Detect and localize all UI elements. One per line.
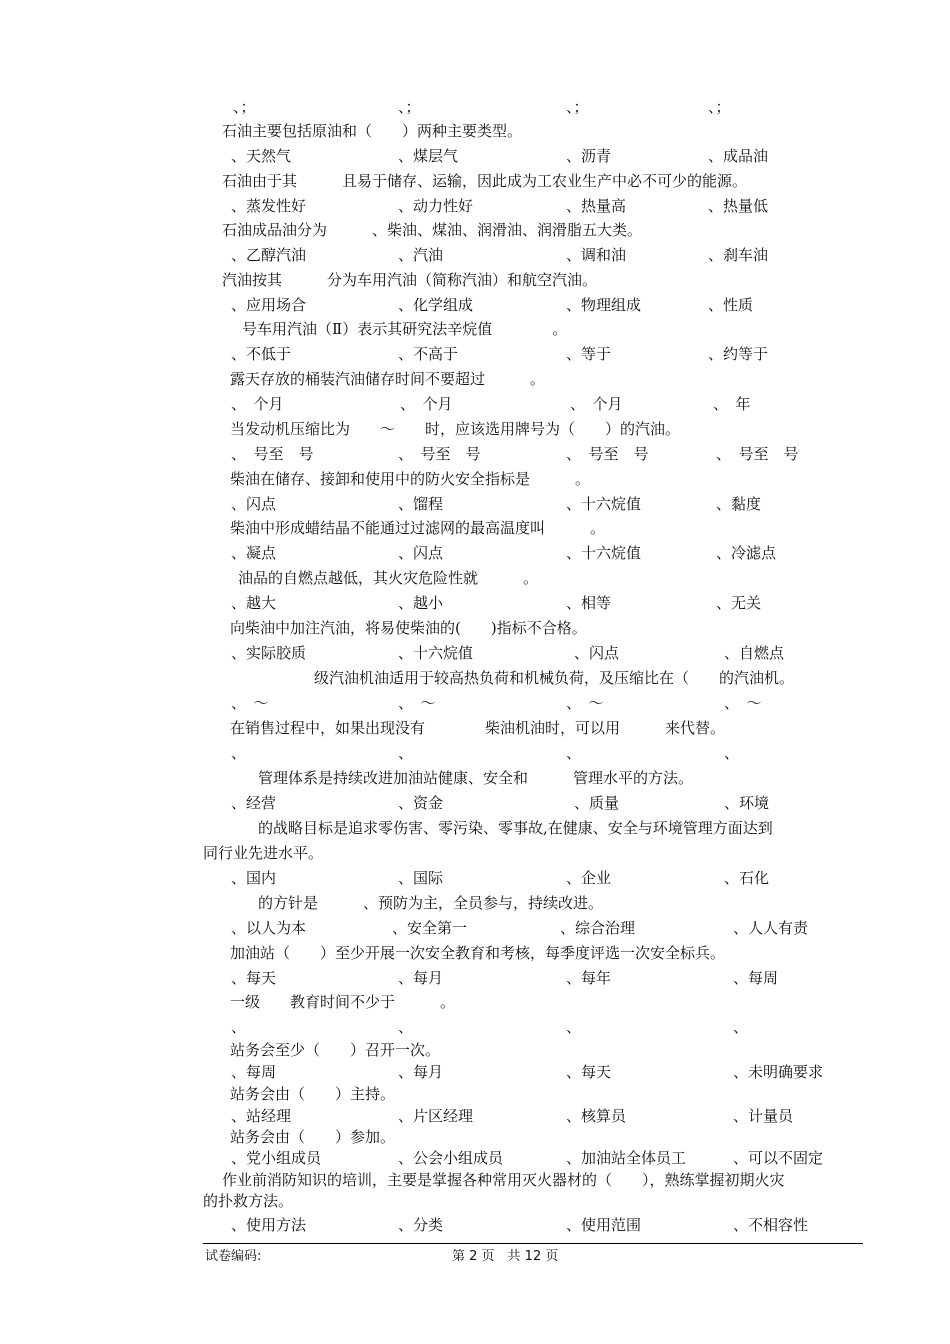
option-d: 、不相容性 xyxy=(733,1216,809,1234)
option-c: 、每天 xyxy=(566,1063,612,1081)
option-c: 、 ～ xyxy=(566,694,604,712)
option-d: 、 ～ xyxy=(724,694,762,712)
option-d: 、成品油 xyxy=(708,147,769,165)
question-stem: 站务会至少（ ）召开一次。 xyxy=(230,1041,441,1059)
option-a: 、； xyxy=(233,98,256,116)
option-d: 、性质 xyxy=(708,296,754,314)
option-d: 、 xyxy=(724,744,740,762)
option-a: 、天然气 xyxy=(231,147,292,165)
option-c: 、调和油 xyxy=(566,246,627,264)
option-d: 、石化 xyxy=(724,869,770,887)
option-d: 、冷滤点 xyxy=(716,544,777,562)
question-stem: 级汽油机油适用于较高热负荷和机械负荷，及压缩比在（ 的汽油机。 xyxy=(314,669,795,687)
option-a: 、以人为本 xyxy=(231,919,307,937)
option-a: 、 xyxy=(231,744,247,762)
option-b: 、汽油 xyxy=(398,246,444,264)
option-b: 、国际 xyxy=(398,869,444,887)
option-b: 、馏程 xyxy=(398,495,444,513)
option-b: 、公会小组成员 xyxy=(398,1149,504,1167)
option-b: 、片区经理 xyxy=(398,1107,474,1125)
option-a: 、 xyxy=(231,1018,247,1036)
question-stem: 的战略目标是追求零伤害、零污染、零事故,在健康、安全与环境管理方面达到 xyxy=(258,819,773,837)
question-stem-continued: 的扑救方法。 xyxy=(203,1192,294,1210)
option-a: 、应用场合 xyxy=(231,296,307,314)
page-number: 第 2 页 共 12 页 xyxy=(452,1249,559,1264)
question-stem-continued: 同行业先进水平。 xyxy=(203,844,324,862)
option-c: 、十六烷值 xyxy=(566,544,642,562)
option-a: 、国内 xyxy=(231,869,277,887)
option-c: 、每年 xyxy=(566,969,612,987)
option-a: 、经营 xyxy=(231,794,277,812)
exam-code-label: 试卷编码: xyxy=(205,1249,262,1264)
option-d: 、热量低 xyxy=(708,197,769,215)
option-d: 、计量员 xyxy=(733,1107,794,1125)
question-stem: 管理体系是持续改进加油站健康、安全和 管理水平的方法。 xyxy=(258,769,694,787)
question-stem: 号车用汽油（Ⅱ）表示其研究法辛烷值 。 xyxy=(242,320,568,338)
option-a: 、闪点 xyxy=(231,495,277,513)
option-a: 、不低于 xyxy=(231,345,292,363)
option-b: 、安全第一 xyxy=(392,919,468,937)
option-b: 、闪点 xyxy=(398,544,444,562)
option-c: 、 xyxy=(566,744,582,762)
option-b: 、； xyxy=(398,98,421,116)
option-c: 、十六烷值 xyxy=(566,495,642,513)
option-a: 、使用方法 xyxy=(231,1216,307,1234)
option-c: 、 xyxy=(566,1018,582,1036)
question-stem: 站务会由（ ）参加。 xyxy=(230,1128,396,1146)
option-a: 、每周 xyxy=(231,1063,277,1081)
option-c: 、核算员 xyxy=(566,1107,627,1125)
question-stem: 汽油按其 分为车用汽油（简称汽油）和航空汽油。 xyxy=(222,271,598,289)
option-d: 、约等于 xyxy=(708,345,769,363)
option-b: 、 号至 号 xyxy=(398,445,481,463)
option-c: 、综合治理 xyxy=(560,919,636,937)
option-c: 、热量高 xyxy=(566,197,627,215)
question-stem: 作业前消防知识的培训，主要是掌握各种常用灭火器材的（ ），熟练掌握初期火灾 xyxy=(222,1171,785,1189)
option-a: 、站经理 xyxy=(231,1107,292,1125)
option-b: 、煤层气 xyxy=(398,147,459,165)
question-stem: 石油由于其 且易于储存、运输，因此成为工农业生产中必不可少的能源。 xyxy=(222,172,748,190)
option-c: 、闪点 xyxy=(574,644,620,662)
question-stem: 站务会由（ ）主持。 xyxy=(230,1085,396,1103)
option-a: 、越大 xyxy=(231,594,277,612)
option-d: 、 xyxy=(733,1018,749,1036)
option-c: 、 号至 号 xyxy=(566,445,649,463)
option-c: 、质量 xyxy=(574,794,620,812)
option-b: 、动力性好 xyxy=(398,197,474,215)
option-c: 、； xyxy=(566,98,589,116)
question-stem: 石油成品油分为 、柴油、煤油、润滑油、润滑脂五大类。 xyxy=(222,221,643,239)
option-b: 、每月 xyxy=(398,1063,444,1081)
question-stem: 当发动机压缩比为 ～ 时，应该选用牌号为（ ）的汽油。 xyxy=(230,420,681,438)
option-a: 、乙醇汽油 xyxy=(231,246,307,264)
option-c: 、加油站全体员工 xyxy=(566,1149,687,1167)
option-d: 、无关 xyxy=(716,594,762,612)
option-d: 、自燃点 xyxy=(724,644,785,662)
question-stem: 柴油中形成蜡结晶不能通过过滤网的最高温度叫 。 xyxy=(230,519,606,537)
option-a: 、蒸发性好 xyxy=(231,197,307,215)
option-c: 、 个月 xyxy=(570,395,623,413)
option-c: 、物理组成 xyxy=(566,296,642,314)
question-stem: 一级 教育时间不少于 。 xyxy=(230,993,456,1011)
option-a: 、党小组成员 xyxy=(231,1149,322,1167)
option-c: 、相等 xyxy=(566,594,612,612)
option-a: 、每天 xyxy=(231,969,277,987)
option-b: 、分类 xyxy=(398,1216,444,1234)
option-d: 、刹车油 xyxy=(708,246,769,264)
option-d: 、可以不固定 xyxy=(733,1149,824,1167)
question-stem: 加油站（ ）至少开展一次安全教育和考核，每季度评选一次安全标兵。 xyxy=(230,944,726,962)
option-b: 、十六烷值 xyxy=(398,644,474,662)
option-c: 、使用范围 xyxy=(566,1216,642,1234)
question-stem: 的方针是 、预防为主，全员参与，持续改进。 xyxy=(258,894,604,912)
option-a: 、 个月 xyxy=(231,395,284,413)
option-b: 、每月 xyxy=(398,969,444,987)
option-d: 、； xyxy=(708,98,731,116)
footer-divider xyxy=(203,1243,863,1244)
option-b: 、化学组成 xyxy=(398,296,474,314)
option-b: 、资金 xyxy=(398,794,444,812)
option-b: 、越小 xyxy=(398,594,444,612)
option-d: 、人人有责 xyxy=(733,919,809,937)
option-d: 、未明确要求 xyxy=(733,1063,824,1081)
option-c: 、沥青 xyxy=(566,147,612,165)
question-stem: 柴油在储存、接卸和使用中的防火安全指标是 。 xyxy=(230,470,591,488)
option-b: 、不高于 xyxy=(398,345,459,363)
option-d: 、环境 xyxy=(724,794,770,812)
question-stem: 石油主要包括原油和（ ）两种主要类型。 xyxy=(222,122,523,140)
option-c: 、企业 xyxy=(566,869,612,887)
option-b: 、 xyxy=(398,744,414,762)
option-d: 、 年 xyxy=(713,395,751,413)
question-stem: 向柴油中加注汽油，将易使柴油的( )指标不合格。 xyxy=(230,619,587,637)
option-d: 、每周 xyxy=(733,969,779,987)
option-b: 、 ～ xyxy=(398,694,436,712)
question-stem: 油品的自燃点越低，其火灾危险性就 。 xyxy=(238,569,539,587)
option-a: 、 ～ xyxy=(231,694,269,712)
option-a: 、实际胶质 xyxy=(231,644,307,662)
question-stem: 在销售过程中，如果出现没有 柴油机油时，可以用 来代替。 xyxy=(230,719,726,737)
option-b: 、 个月 xyxy=(400,395,453,413)
option-d: 、黏度 xyxy=(716,495,762,513)
option-d: 、 号至 号 xyxy=(716,445,799,463)
option-c: 、等于 xyxy=(566,345,612,363)
option-b: 、 xyxy=(398,1018,414,1036)
option-a: 、 号至 号 xyxy=(231,445,314,463)
option-a: 、凝点 xyxy=(231,544,277,562)
question-stem: 露天存放的桶装汽油储存时间不要超过 。 xyxy=(230,370,546,388)
